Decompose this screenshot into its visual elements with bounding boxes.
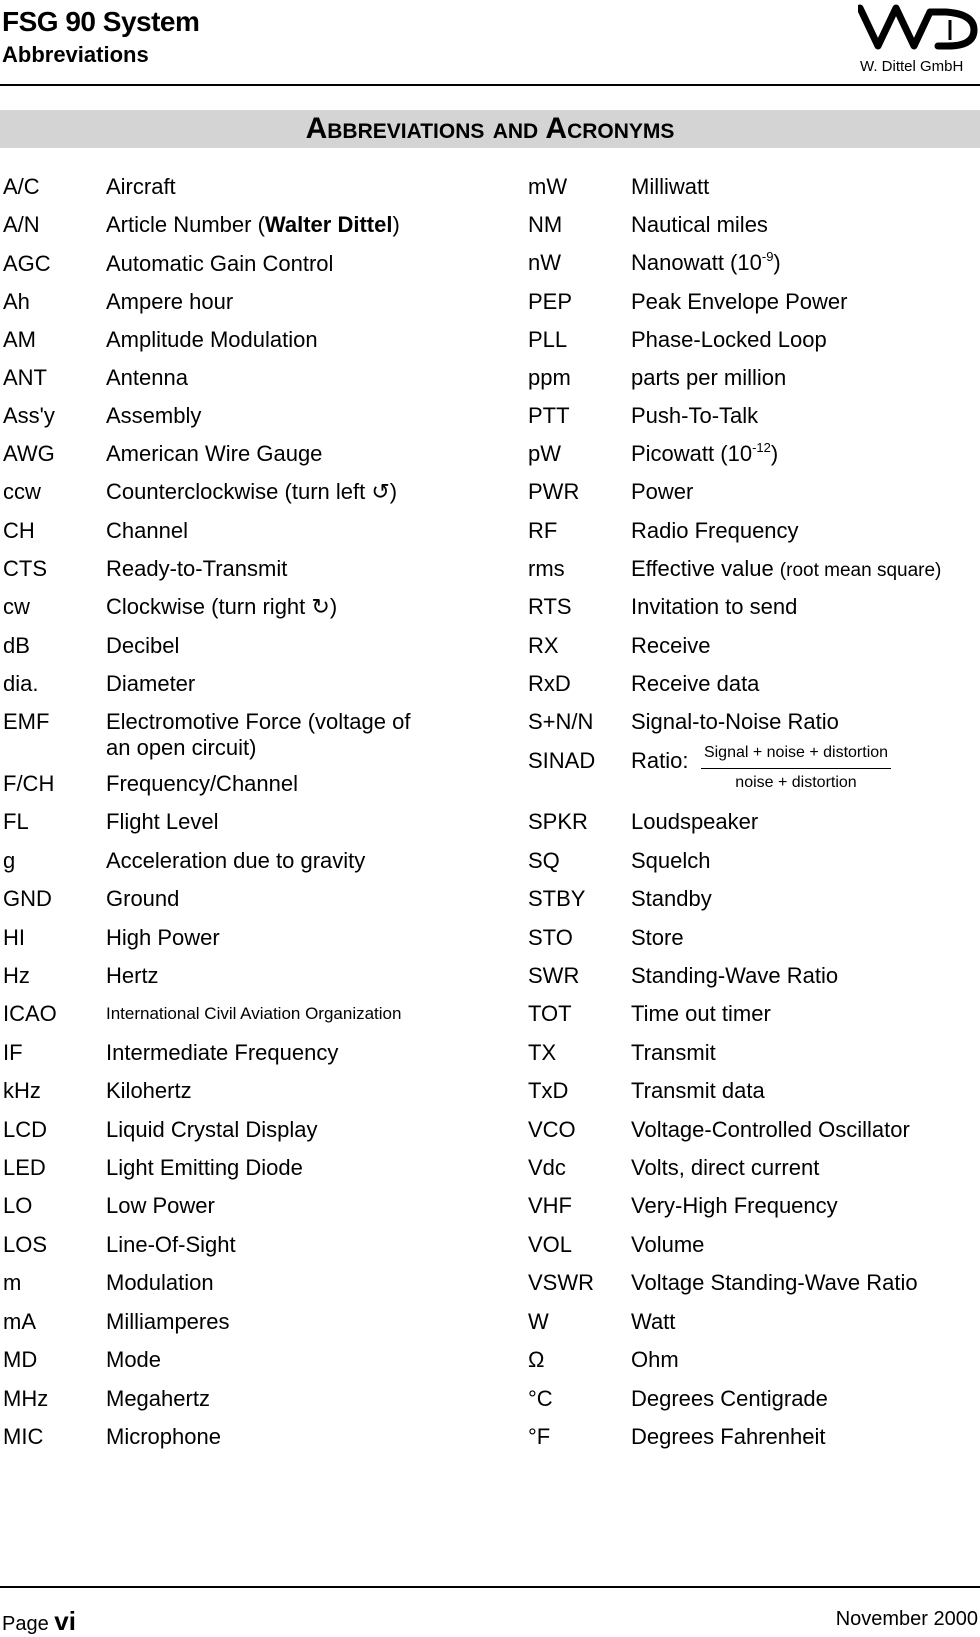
fraction-denominator: noise + distortion: [735, 774, 857, 791]
abbreviation-definition: [106, 1386, 210, 1412]
definition-text: Ground: [106, 886, 180, 911]
abbreviation-definition: [106, 809, 219, 835]
definition-text: Intermediate Frequency: [106, 1040, 339, 1065]
abbreviation-term: W: [528, 1309, 549, 1334]
definition-text: Ready-to-Transmit: [106, 556, 288, 581]
definition-text: parts per million: [631, 365, 787, 390]
definition-text: Article Number (: [106, 212, 265, 237]
abbreviation-definition: [631, 1347, 679, 1373]
definition-text: Degrees Fahrenheit: [631, 1424, 826, 1449]
abbreviation-definition: [106, 671, 195, 697]
abbreviation-definition: [106, 212, 400, 238]
definition-text: Ohm: [631, 1347, 679, 1372]
definition-text: Megahertz: [106, 1386, 210, 1411]
abbreviation-definition: [631, 963, 838, 989]
abbreviation-term: SQ: [528, 848, 560, 873]
header-divider: [0, 84, 980, 86]
definition-text: Low Power: [106, 1193, 215, 1218]
abbreviation-term: PTT: [528, 403, 570, 428]
abbreviation-definition: [631, 1424, 825, 1450]
abbreviation-definition: [631, 212, 768, 238]
abbreviation-definition: [106, 1078, 192, 1104]
definition-text: Aircraft: [106, 174, 176, 199]
abbreviation-term: rms: [528, 556, 565, 581]
abbreviation-term: nW: [528, 250, 561, 275]
abbreviation-term: Ass'y: [3, 403, 55, 428]
abbreviation-definition: [631, 1155, 819, 1181]
abbreviation-term: SINAD: [528, 748, 596, 773]
abbreviation-definition: [106, 403, 201, 429]
abbreviation-term: PLL: [528, 327, 568, 352]
abbreviation-term: MIC: [3, 1424, 44, 1449]
page-number-value: vi: [54, 1606, 76, 1636]
abbreviation-definition: [631, 289, 847, 315]
abbreviation-term: kHz: [3, 1078, 41, 1103]
abbreviation-term: °F: [528, 1424, 551, 1449]
abbreviation-definition: [631, 809, 758, 835]
document-title: FSG 90 System: [2, 6, 200, 37]
abbreviation-term: AWG: [3, 441, 55, 466]
abbreviation-definition: [631, 886, 712, 912]
abbreviation-term: Vdc: [528, 1155, 566, 1180]
definition-text: Ratio:: [631, 748, 689, 773]
abbreviation-term: SWR: [528, 963, 580, 988]
definition-text: Squelch: [631, 848, 711, 873]
abbreviation-definition: [631, 1193, 838, 1219]
definition-text: Phase-Locked Loop: [631, 327, 827, 352]
definition-text: Frequency/Channel: [106, 771, 299, 796]
definition-text: Line-Of-Sight: [106, 1232, 236, 1257]
abbreviation-definition: [106, 1040, 338, 1066]
abbreviation-definition: [106, 365, 188, 391]
abbreviation-term: RxD: [528, 671, 571, 696]
definition-text: Volume: [631, 1232, 705, 1257]
definition-text: Radio Frequency: [631, 518, 799, 543]
abbreviation-definition: [106, 1424, 221, 1450]
abbreviation-definition: [106, 886, 179, 912]
abbreviation-term: PWR: [528, 479, 580, 504]
abbreviation-term: VOL: [528, 1232, 573, 1257]
abbreviation-definition: [631, 1232, 704, 1258]
abbreviation-term: MD: [3, 1347, 38, 1372]
abbreviation-term: S+N/N: [528, 709, 594, 734]
definition-text: Loudspeaker: [631, 809, 759, 834]
abbreviation-term: CH: [3, 518, 35, 543]
definition-text: Clockwise (turn right ↻): [106, 594, 338, 619]
abbreviation-term: STBY: [528, 886, 586, 911]
definition-text: Nanowatt (10: [631, 250, 762, 275]
definition-text: Transmit: [631, 1040, 716, 1065]
definition-text: Watt: [631, 1309, 676, 1334]
abbreviation-definition: [106, 441, 322, 467]
definition-text: Modulation: [106, 1270, 214, 1295]
definition-note: (root mean square): [779, 560, 942, 581]
definition-text: Transmit data: [631, 1078, 765, 1103]
abbreviation-term: TOT: [528, 1001, 572, 1026]
abbreviation-definition: [631, 441, 778, 467]
abbreviation-definition: [106, 771, 298, 797]
abbreviation-definition: [106, 1001, 401, 1027]
abbreviation-term: VCO: [528, 1117, 576, 1142]
abbreviation-term: AGC: [3, 251, 51, 276]
abbreviation-term: g: [3, 848, 16, 873]
definition-suffix: ): [392, 212, 400, 237]
abbreviation-term: LCD: [3, 1117, 48, 1142]
ratio-fraction: [701, 740, 891, 796]
footer-divider: [0, 1586, 980, 1588]
definition-text: Signal-to-Noise Ratio: [631, 709, 839, 734]
abbreviation-definition: [106, 848, 365, 874]
definition-text: Standing-Wave Ratio: [631, 963, 839, 988]
abbreviation-definition: [631, 556, 941, 584]
abbreviation-term: dia.: [3, 671, 39, 696]
definition-line-2: an open circuit): [106, 735, 257, 760]
abbreviation-definition: [106, 594, 337, 620]
abbreviation-definition: [106, 709, 410, 761]
abbreviation-term: PEP: [528, 289, 573, 314]
abbreviation-definition: [106, 925, 220, 951]
definition-text: Power: [631, 479, 694, 504]
abbreviation-term: cw: [3, 594, 30, 619]
abbreviation-definition: [106, 479, 397, 505]
abbreviation-term: NM: [528, 212, 563, 237]
abbreviation-definition: [106, 327, 318, 353]
abbreviation-definition: [631, 327, 827, 353]
abbreviation-definition: [631, 479, 693, 505]
definition-text: Invitation to send: [631, 594, 798, 619]
definition-text: Assembly: [106, 403, 202, 428]
definition-superscript: -12: [752, 440, 771, 455]
abbreviation-term: A/N: [3, 212, 40, 237]
abbreviation-term: LO: [3, 1193, 33, 1218]
abbreviation-term: Ω: [528, 1347, 545, 1372]
abbreviation-term: ANT: [3, 365, 47, 390]
abbreviation-term: RX: [528, 633, 559, 658]
abbreviation-definition: [631, 1309, 675, 1335]
abbreviation-definition: [631, 1270, 918, 1296]
abbreviation-definition: [631, 403, 758, 429]
abbreviation-term: VHF: [528, 1193, 572, 1218]
definition-text: Volts, direct current: [631, 1155, 820, 1180]
abbreviation-term: EMF: [3, 709, 50, 734]
abbreviation-definition: [106, 1309, 229, 1335]
abbreviation-definition: [106, 1232, 236, 1258]
abbreviation-term: ccw: [3, 479, 41, 504]
definition-bold: Walter Dittel: [264, 212, 393, 237]
abbreviation-definition: [106, 633, 179, 659]
abbreviation-term: pW: [528, 441, 561, 466]
definition-text: Time out timer: [631, 1001, 771, 1026]
definition-text: Standby: [631, 886, 712, 911]
abbreviation-definition: [631, 365, 786, 391]
abbreviation-definition: [106, 518, 188, 544]
abbreviation-term: TX: [528, 1040, 557, 1065]
abbreviation-term: RF: [528, 518, 558, 543]
definition-text: Antenna: [106, 365, 188, 390]
definition-text: Liquid Crystal Display: [106, 1117, 318, 1142]
definition-text: Decibel: [106, 633, 180, 658]
definition-text: Automatic Gain Control: [106, 251, 334, 276]
definition-text: Very-High Frequency: [631, 1193, 838, 1218]
abbreviation-definition: [106, 174, 176, 200]
abbreviation-term: ppm: [528, 365, 571, 390]
definition-text: Receive: [631, 633, 711, 658]
definition-superscript: -9: [761, 249, 774, 264]
abbreviation-definition: [631, 1386, 828, 1412]
abbreviation-term: FL: [3, 809, 29, 834]
abbreviation-term: RTS: [528, 594, 572, 619]
abbreviation-definition: [631, 744, 889, 791]
abbreviation-term: Ah: [3, 289, 30, 314]
abbreviation-term: mA: [3, 1309, 36, 1334]
abbreviation-term: LED: [3, 1155, 46, 1180]
abbreviation-term: mW: [528, 174, 568, 199]
abbreviation-term: CTS: [3, 556, 47, 581]
abbreviation-term: IF: [3, 1040, 23, 1065]
abbreviation-definition: [631, 1117, 910, 1143]
definition-text: Light Emitting Diode: [106, 1155, 303, 1180]
page-label: Page: [2, 1613, 49, 1635]
document-subtitle: Abbreviations: [2, 42, 149, 67]
section-title: Abbreviations and Acronyms: [305, 112, 675, 145]
abbreviation-term: ICAO: [3, 1001, 57, 1026]
definition-text: Electromotive Force (voltage of: [106, 709, 411, 734]
definition-text: Milliamperes: [106, 1309, 230, 1334]
definition-text: Nautical miles: [631, 212, 768, 237]
definition-text: Degrees Centigrade: [631, 1386, 828, 1411]
definition-text: Milliwatt: [631, 174, 710, 199]
abbreviation-definition: [106, 1155, 303, 1181]
abbreviation-definition: [631, 174, 709, 200]
abbreviation-definition: [106, 1347, 161, 1373]
definition-suffix: ): [770, 441, 779, 466]
abbreviation-definition: [631, 518, 799, 544]
definition-text: Acceleration due to gravity: [106, 848, 366, 873]
definition-text: Flight Level: [106, 809, 219, 834]
definition-text: Hertz: [106, 963, 159, 988]
abbreviation-term: GND: [3, 886, 52, 911]
abbreviation-definition: [106, 556, 287, 582]
abbreviation-definition: [631, 848, 711, 874]
definition-text: Effective value: [631, 556, 780, 581]
abbreviation-term: MHz: [3, 1386, 49, 1411]
abbreviation-definition: [106, 1270, 214, 1296]
abbreviation-term: dB: [3, 633, 30, 658]
abbreviation-term: AM: [3, 327, 36, 352]
footer-date: November 2000: [835, 1608, 978, 1630]
abbreviation-definition: [106, 251, 333, 277]
abbreviation-definition: [631, 1001, 771, 1027]
abbreviation-definition: [631, 1040, 716, 1066]
abbreviation-term: F/CH: [3, 771, 55, 796]
abbreviation-term: STO: [528, 925, 573, 950]
abbreviation-definition: [631, 709, 839, 735]
definition-text: Channel: [106, 518, 188, 543]
definition-text: Diameter: [106, 671, 196, 696]
definition-text: Amplitude Modulation: [106, 327, 318, 352]
definition-text: Picowatt (10: [631, 441, 753, 466]
abbreviation-term: m: [3, 1270, 22, 1295]
fraction-numerator: Signal + noise + distortion: [701, 740, 891, 769]
definition-text: Store: [631, 925, 684, 950]
abbreviation-definition: [631, 671, 759, 697]
abbreviation-term: SPKR: [528, 809, 588, 834]
definition-text: Microphone: [106, 1424, 221, 1449]
company-name: W. Dittel GmbH: [860, 58, 964, 75]
definition-text: Mode: [106, 1347, 162, 1372]
definition-text: High Power: [106, 925, 220, 950]
abbreviation-definition: [106, 963, 159, 989]
definition-text: Kilohertz: [106, 1078, 192, 1103]
abbreviation-term: Hz: [3, 963, 30, 988]
abbreviation-definition: [631, 594, 797, 620]
definition-text: Push-To-Talk: [631, 403, 759, 428]
definition-suffix: ): [773, 250, 781, 275]
abbreviation-term: VSWR: [528, 1270, 594, 1295]
abbreviation-definition: [106, 1193, 215, 1219]
company-logo: [858, 0, 978, 62]
abbreviation-definition: [631, 925, 684, 951]
definition-text: American Wire Gauge: [106, 441, 323, 466]
abbreviation-definition: [106, 289, 233, 315]
definition-text: International Civil Aviation Organization: [106, 1004, 402, 1023]
definition-text: Counterclockwise (turn left ↺): [106, 479, 398, 504]
abbreviation-term: TxD: [528, 1078, 569, 1103]
abbreviation-definition: [106, 1117, 318, 1143]
abbreviation-term: HI: [3, 925, 25, 950]
abbreviation-term: A/C: [3, 174, 40, 199]
definition-text: Voltage Standing-Wave Ratio: [631, 1270, 918, 1295]
definition-text: Ampere hour: [106, 289, 234, 314]
page-number: [2, 1606, 76, 1637]
abbreviation-term: °C: [528, 1386, 553, 1411]
abbreviation-definition: [631, 1078, 765, 1104]
abbreviation-term: LOS: [3, 1232, 48, 1257]
definition-text: Voltage-Controlled Oscillator: [631, 1117, 910, 1142]
definition-text: Peak Envelope Power: [631, 289, 848, 314]
definition-text: Receive data: [631, 671, 760, 696]
abbreviation-definition: [631, 250, 781, 276]
abbreviation-definition: [631, 633, 710, 659]
